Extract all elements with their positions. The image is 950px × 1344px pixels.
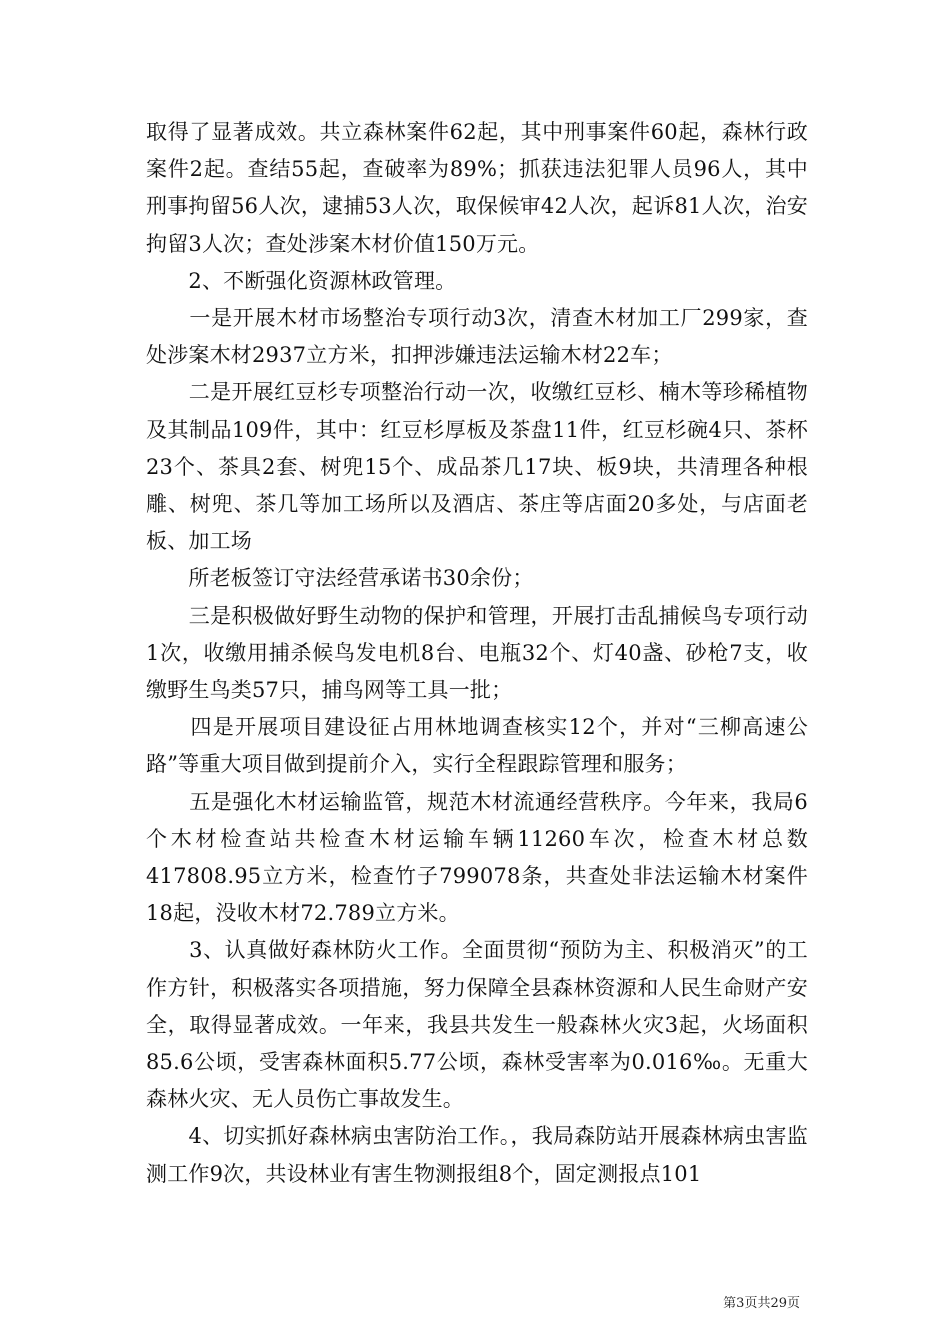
- paragraph-timber-transport: 五是强化木材运输监管，规范木材流通经营秩序。今年来，我局6个木材检查站共检查木材运输车辆11260车次，检查木材总数417808.95立方米，检查竹子799078条，共查处非法运输木材案件18起，没收木材72.789立方米。: [146, 789, 808, 926]
- paragraph-wildlife: 三是积极做好野生动物的保护和管理，开展打击乱捕候鸟专项行动1次，收缴用捕杀候鸟发电机8台、电瓶32个、灯40盏、砂枪7支，收缴野生鸟类57只，捕鸟网等工具一批；: [146, 603, 808, 703]
- paragraph-fire-prevention: 3、认真做好森林防火工作。全面贯彻“预防为主、积极消灭”的工作方针，积极落实各项措施，努力保障全县森林资源和人民生命财产安全，取得显著成效。一年来，我县共发生一般森林火灾3起，火场面积85.6公顷，受害森林面积5.77公顷，森林受害率为0.016‰。无重大森林火灾、无人员伤亡事故发生。: [146, 938, 808, 1112]
- document-body: [146, 114, 808, 1193]
- page-number-footer: 第3页共29页: [723, 1296, 800, 1311]
- paragraph-case-results: 取得了显著成效。共立森林案件62起，其中刑事案件60起，森林行政案件2起。查结55起，查破率为89%；抓获违法犯罪人员96人，其中刑事拘留56人次，逮捕53人次，取保候审42人次，起诉81人次，治安拘留3人次；查处涉案木材价值150万元。: [146, 120, 808, 256]
- paragraph-timber-market: 一是开展木材市场整治专项行动3次，清查木材加工厂299家，查处涉案木材2937立方米，扣押涉嫌违法运输木材22车；: [146, 306, 808, 368]
- paragraph-yew-campaign: 二是开展红豆杉专项整治行动一次，收缴红豆杉、楠木等珍稀植物及其制品109件，其中：红豆杉厚板及茶盘11件，红豆杉碗4只、茶杯23个、茶具2套、树兜15个、成品茶几17块、板9块，共清理各种根雕、树兜、茶几等加工场所以及酒店、茶庄等店面20多处，与店面老板、加工场: [146, 380, 808, 554]
- paragraph-pest-control: 4、切实抓好森林病虫害防治工作。，我局森防站开展森林病虫害监测工作9次，共设林业有害生物测报组8个，固定测报点101: [146, 1124, 808, 1186]
- paragraph-land-use: 四是开展项目建设征占用林地调查核实12个，并对“三柳高速公路”等重大项目做到提前介入，实行全程跟踪管理和服务；: [146, 715, 808, 777]
- heading-forest-admin: 2、不断强化资源林政管理。: [146, 268, 457, 293]
- paragraph-commitment: 所老板签订守法经营承诺书30余份；: [146, 566, 534, 591]
